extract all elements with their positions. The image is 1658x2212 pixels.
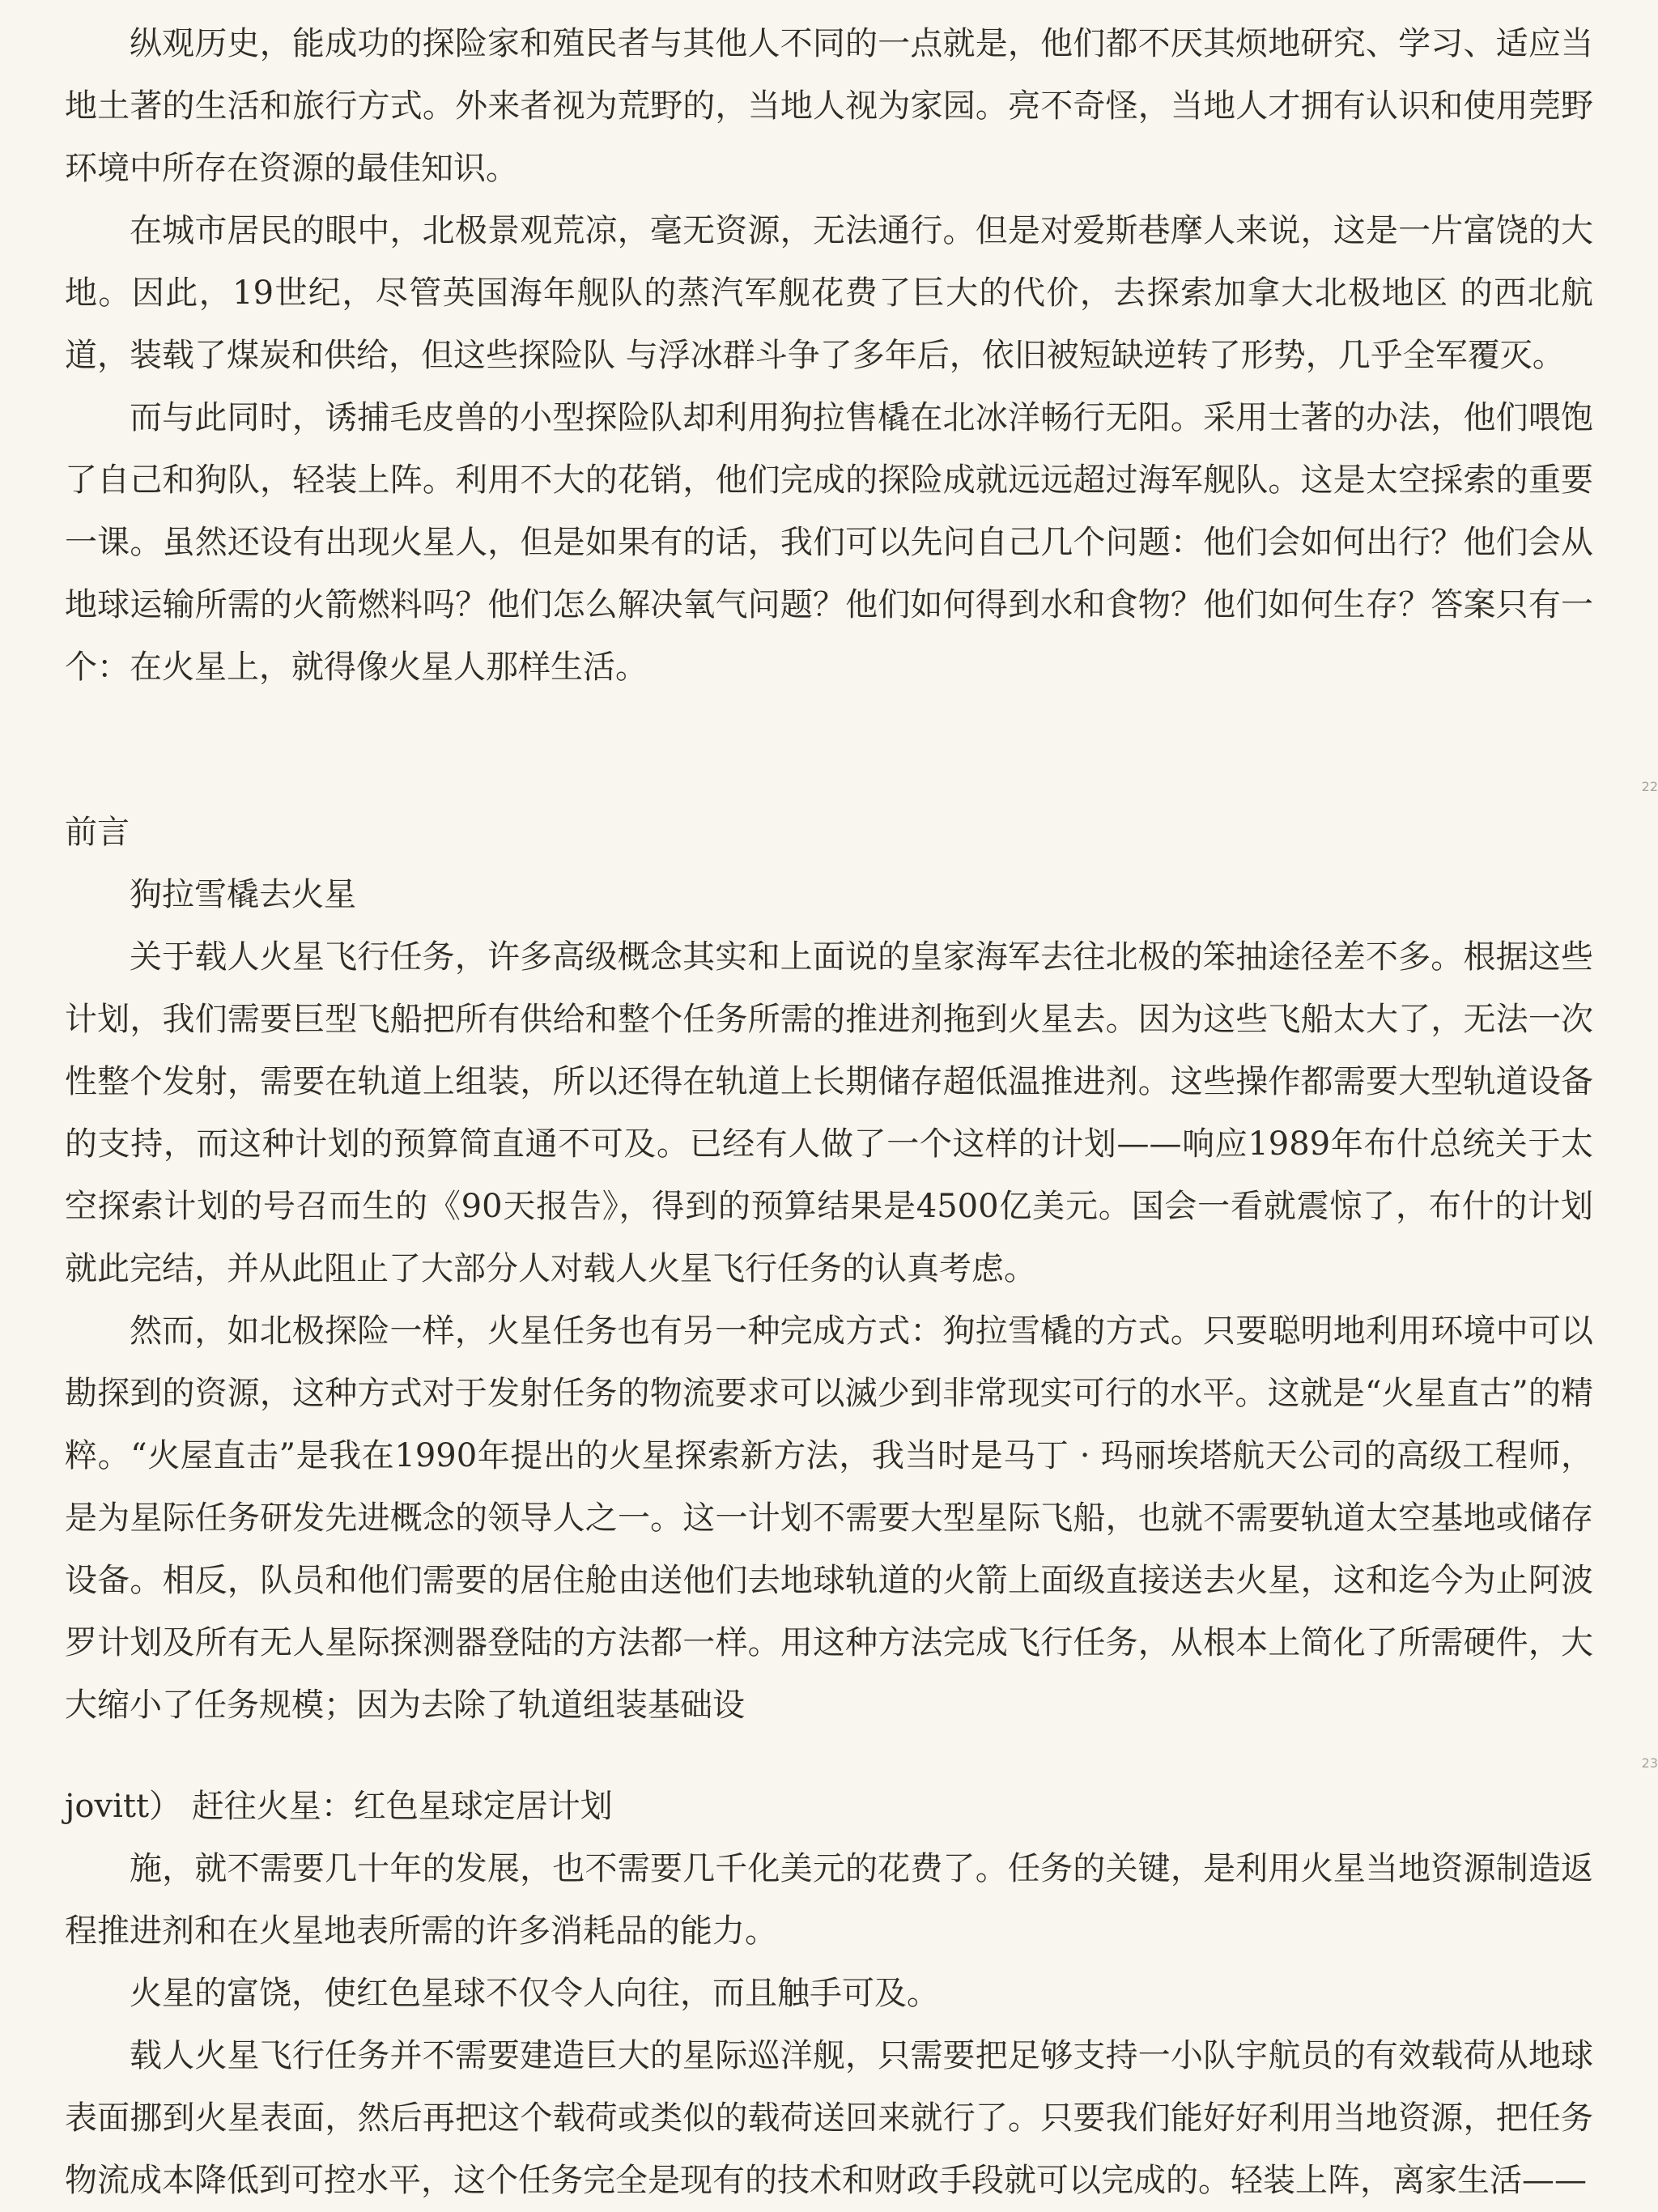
page-number-marker: 22 (1641, 779, 1658, 794)
text-section-2 (65, 802, 1593, 1737)
running-header: jovitt） 赶往火星：红色星球定居计划 (65, 1788, 613, 1825)
paragraph: 纵观历史，能成功的探险家和殖民者与其他人不同的一点就是，他们都不厌其烦地研究、学习、适应当地土著的生活和旅行方式。外来者视为荒野的，当地人视为家园。亮不奇怪，当地人才拥有认识和使用莞野环境中所存在资源的最佳知识。 (65, 25, 1593, 187)
paragraph: 在城市居民的眼中，北极景观荒凉，毫无资源，无法通行。但是对爱斯巷摩人来说，这是一片富饶的大地。因此，19世纪，尽管英国海年舰队的蒸汽军舰花费了巨大的代价，去探索加拿大北极地区 的西北航道，装载了煤炭和供给，但这些探险队 与浮冰群斗争了多年后，依旧被短缺逆转了形势，几乎全军覆灭。 (65, 212, 1593, 374)
page-number-marker: 23 (1641, 1755, 1658, 1771)
text-section-3 (65, 1776, 1593, 2212)
chapter-subheading: 狗拉雪橇去火星 (130, 876, 356, 913)
paragraph: 载人火星飞行任务并不需要建造巨大的星际巡洋舰，只需要把足够支持一小队宇航员的有效载荷从地球表面挪到火星表面，然后再把这个载荷或类似的载荷送回来就行了。只要我们能好好利用当地资源，把任务物流成本降低到可控水平，这个任务完全是现有的技术和财政手段就可以完成的。轻装上阵，离家生活—— (65, 2037, 1593, 2199)
paragraph: 火星的富饶，使红色星球不仅令人向往，而且触手可及。 (130, 1975, 939, 2012)
paragraph: 而与此同时，诱捕毛皮兽的小型探险队却利用狗拉售橇在北冰洋畅行无阳。采用士著的办法，他们喂饱了自己和狗队，轻装上阵。利用不大的花销，他们完成的探险成就远远超过海军舰队。这是太空採索的重要一课。虽然还设有出现火星人，但是如果有的话，我们可以先问自己几个问题：他们会如何出行？他们会从地球运输所需的火箭燃料吗？他们怎么解决氧气问题？他们如何得到水和食物？他们如何生存？答案只有一个：在火星上，就得像火星人那样生活。 (65, 399, 1593, 686)
chapter-heading: 前言 (65, 814, 130, 851)
paragraph: 然而，如北极探险一样，火星任务也有另一种完成方式：狗拉雪橇的方式。只要聪明地利用环境中可以勘探到的资源，这种方式对于发射任务的物流要求可以滅少到非常现实可行的水平。这就是“火星直古”的精粹。“火屋直击”是我在1990年提出的火星探索新方法，我当时是马丁 · 玛丽埃塔航天公司的高级工程师，是为星际任务研发先进概念的领导人之一。这一计划不需要大型星际飞船，也就不需要轨道太空基地或储存设备。相反，队员和他们需要的居住舱由送他们去地球轨道的火箭上面级直接送去火星，这和迄今为止阿波罗计划及所有无人星际探测器登陆的方法都一样。用这种方法完成飞行任务，从根本上简化了所需硬件，大大缩小了任务规模；因为去除了轨道组装基础设 (65, 1312, 1593, 1724)
text-section-1 (65, 13, 1593, 699)
paragraph: 关于载人火星飞行任务，许多高级概念其实和上面说的皇家海军去往北极的笨抽途径差不多。根据这些计划，我们需要巨型飞船把所有供给和整个任务所需的推进剂拖到火星去。因为这些飞船太大了，无法一次性整个发射，需要在轨道上组装，所以还得在轨道上长期储存超低温推进剂。这些操作都需要大型轨道设备的支持，而这种计划的预算简直通不可及。已经有人做了一个这样的计划——响应1989年布什总统关于太空探索计划的号召而生的《90天报告》，得到的预算结果是4500亿美元。国会一看就震惊了，布什的计划就此完结，并从此阻止了大部分人对载人火星飞行任务的认真考虑。 (65, 938, 1593, 1287)
paragraph: 施，就不需要几十年的发展，也不需要几千化美元的花费了。任务的关键，是利用火星当地资源制造返程推进剂和在火星地表所需的许多消耗品的能力。 (65, 1850, 1593, 1950)
